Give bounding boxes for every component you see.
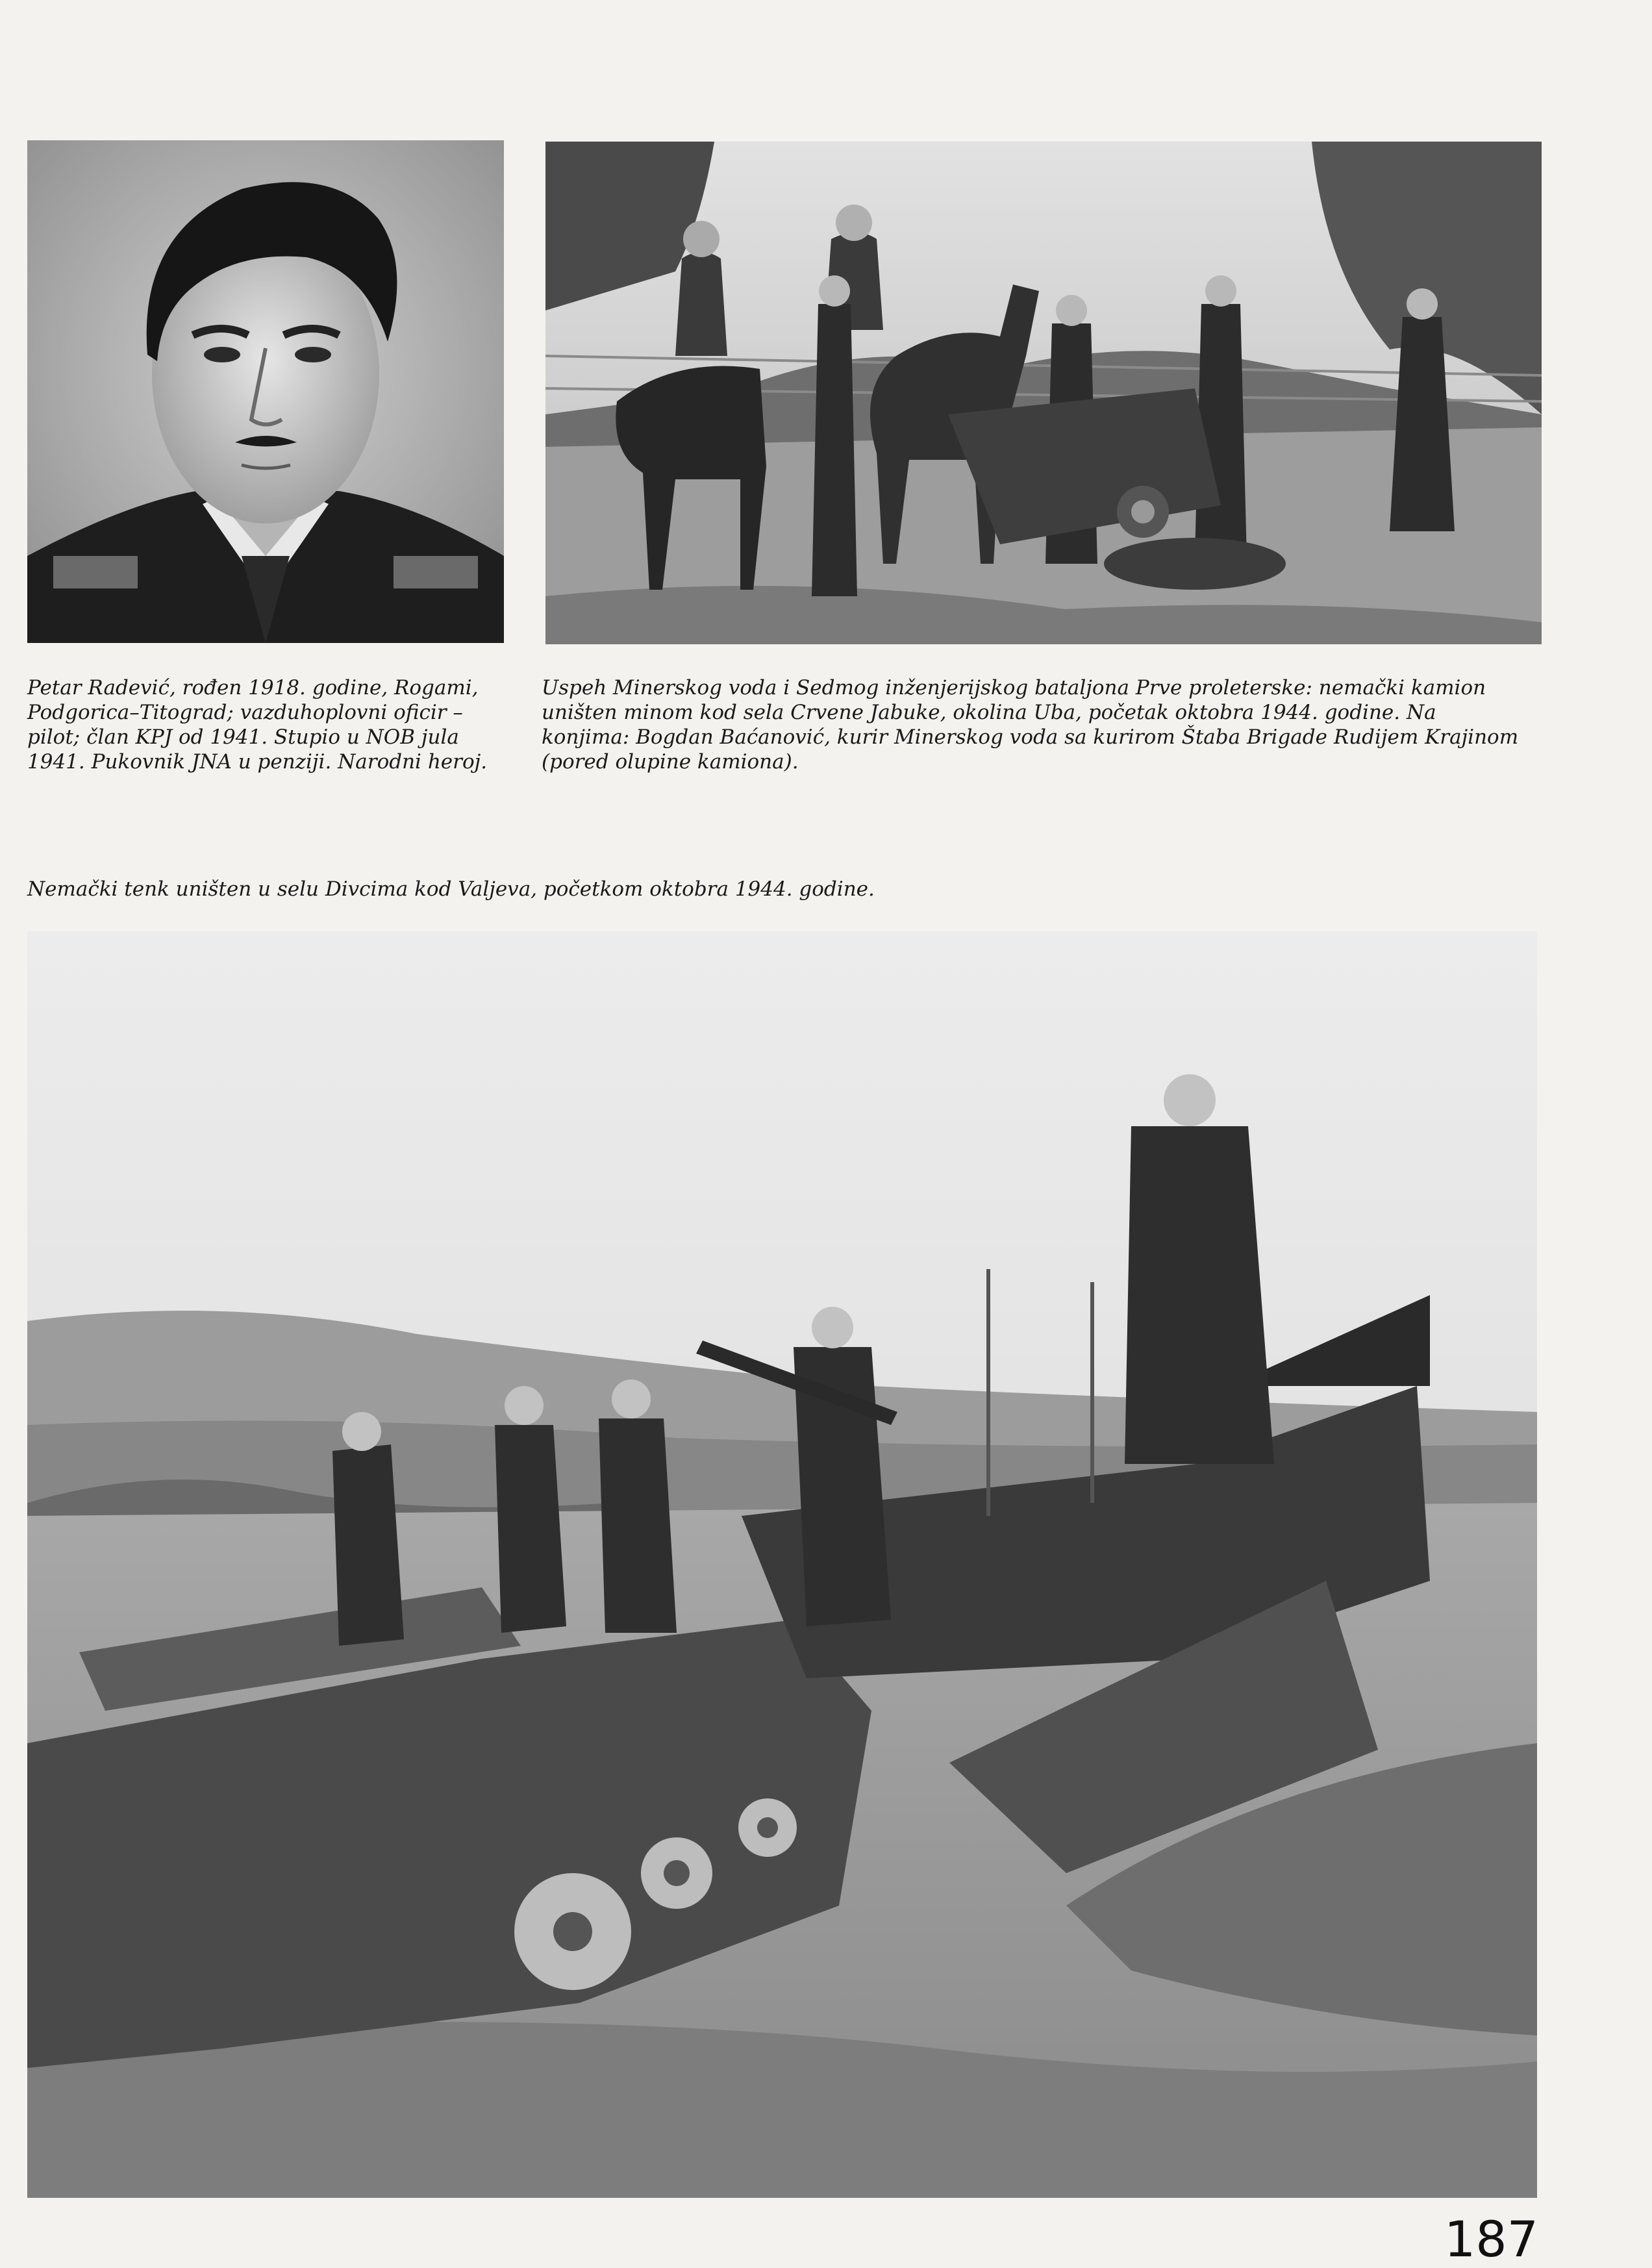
portrait-photo (27, 140, 504, 643)
portrait-caption (27, 675, 508, 774)
soldiers-caption (542, 675, 1542, 774)
caption-line: Podgorica–Titograd; vazduhoplovni oficir – (27, 701, 463, 724)
tank-caption: Nemački tenk uništen u selu Divcima kod Valjeva, početkom oktobra 1944. godine. (27, 877, 875, 901)
caption-line: 1941. Pukovnik JNA u penziji. Narodni heroj. (27, 750, 488, 774)
page-number-text: 187 (1444, 2210, 1538, 2268)
destroyed-tank-photo (27, 931, 1537, 2198)
caption-line: Petar Radević, rođen 1918. godine, Rogami, (27, 676, 479, 699)
caption-line: konjima: Bogdan Baćanović, kurir Minerskog voda sa kurirom Štaba Brigade Rudijem Krajinom (542, 725, 1519, 749)
soldiers-with-horses-photo (545, 142, 1542, 644)
caption-line: uništen minom kod sela Crvene Jabuke, okolina Uba, početak oktobra 1944. godine. Na (542, 701, 1436, 724)
page-number (1444, 2210, 1538, 2268)
caption-line: Uspeh Minerskog voda i Sedmog inženjerijskog bataljona Prve proleterske: nemački kamion (542, 676, 1486, 699)
caption-line: pilot; član KPJ od 1941. Stupio u NOB jula (27, 725, 459, 749)
caption-line: (pored olupine kamiona). (542, 750, 799, 774)
